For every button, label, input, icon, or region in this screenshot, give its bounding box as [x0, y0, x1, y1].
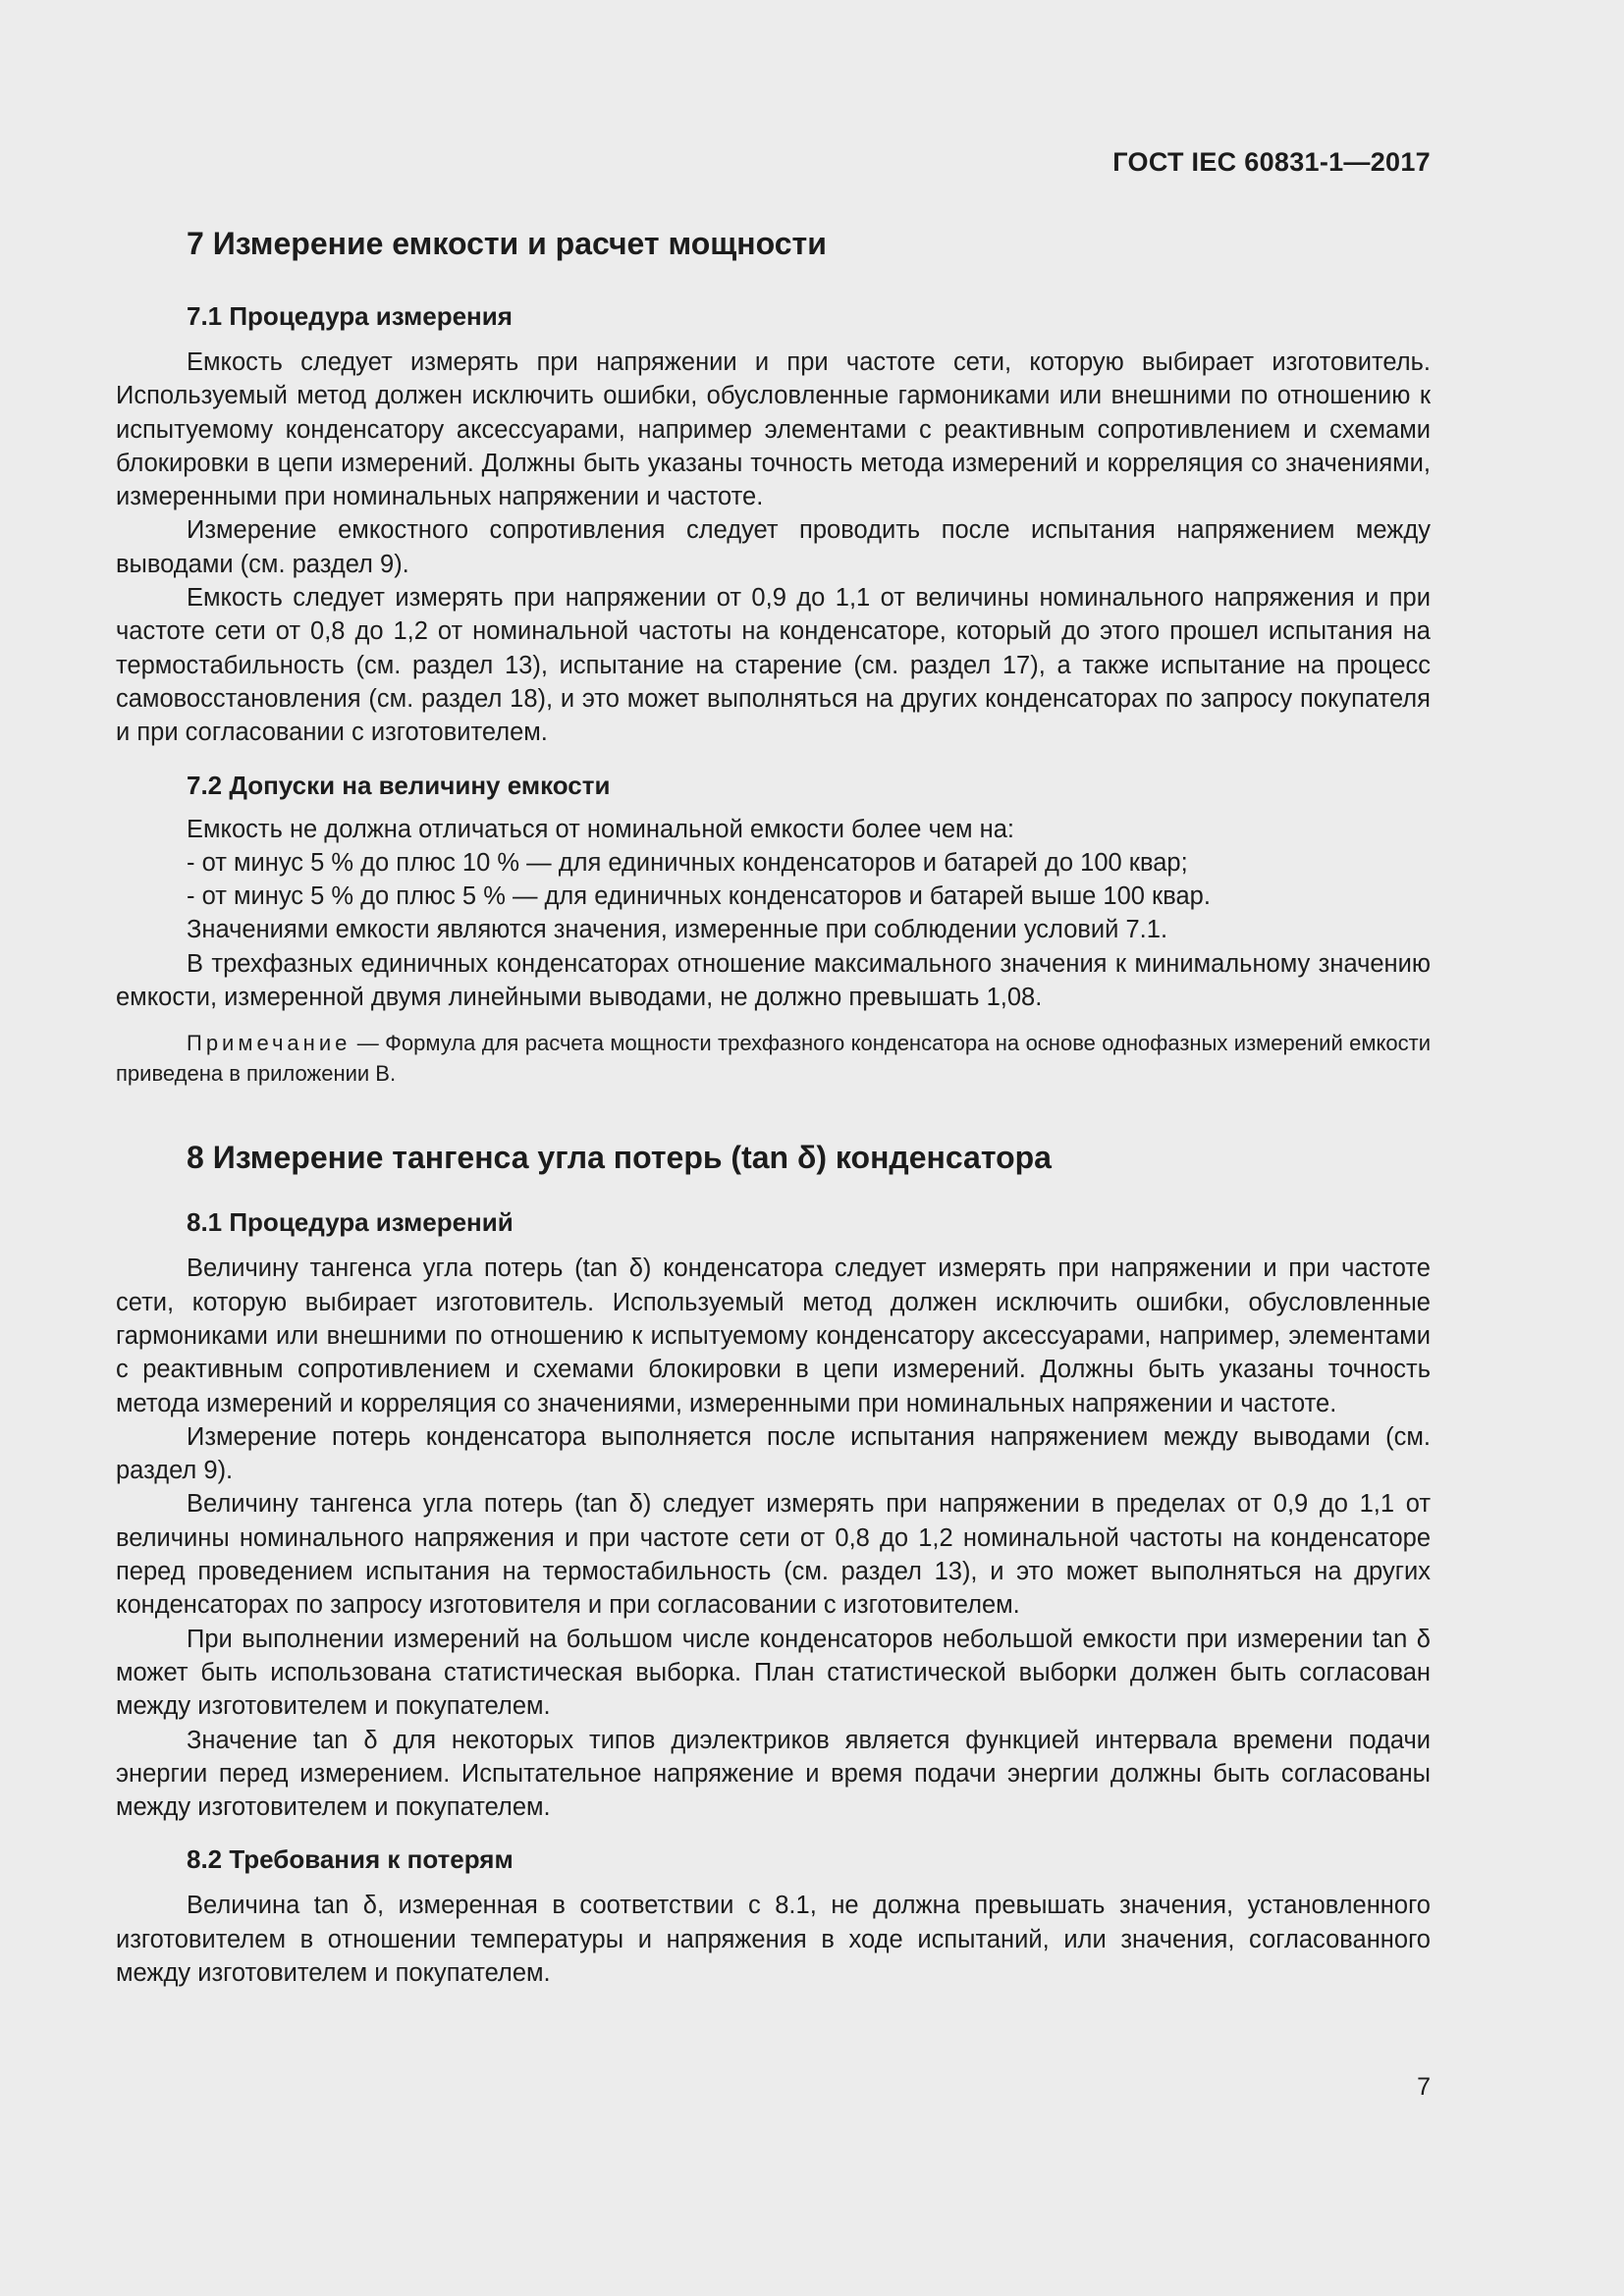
tolerance-item: - от минус 5 % до плюс 5 % — для единичных конденсаторов и батарей выше 100 квар. — [187, 882, 1211, 911]
paragraph: Значениями емкости являются значения, измеренные при соблюдении условий 7.1. — [187, 916, 1168, 944]
page-number: 7 — [1417, 2073, 1431, 2101]
section-7-title: 7 Измерение емкости и расчет мощности — [187, 226, 827, 261]
note — [116, 1028, 1431, 1089]
paragraph: Величина tan δ, измеренная в соответствии с 8.1, не должна превышать значения, установленного изготовителем в отношении температуры и напряжения в ходе испытаний, или значения, согласованного между изготовителем и покупателем. — [116, 1892, 1431, 1987]
subsection-7-1-title: 7.1 Процедура измерения — [187, 301, 513, 331]
subsection-7-2-title: 7.2 Допуски на величину емкости — [187, 770, 611, 800]
paragraph: Емкость следует измерять при напряжении и при частоте сети, которую выбирает изготовитель. Используемый метод должен исключить ошибки, обусловленные гармониками или внешними по отношению к испытуемому конденсатору аксессуарами, например элементами с реактивным сопротивлением и схемами блокировки в цепи измерений. Должны быть указаны точность метода измерений и корреляция со значениями, измеренными при номинальных напряжении и частоте. — [116, 348, 1431, 511]
section-8-title: 8 Измерение тангенса угла потерь (tan δ) конденсатора — [187, 1140, 1052, 1176]
subsection-7-2-body — [116, 813, 1431, 1090]
tolerance-intro: Емкость не должна отличаться от номинальной емкости более чем на: — [187, 815, 1015, 843]
paragraph: В трехфазных единичных конденсаторах отношение максимального значения к минимальному значению емкости, измеренной двумя линейными выводами, не должно превышать 1,08. — [116, 949, 1431, 1012]
paragraph: Величину тангенса угла потерь (tan δ) следует измерять при напряжении в пределах от 0,9 до 1,1 от величины номинального напряжения и при частоте сети от 0,8 до 1,2 номинальной частоты на конденсаторе перед проведением испытания на термостабильность (см. раздел 13), и это может выполняться на других конденсаторах по запросу изготовителя и при согласовании с изготовителем. — [116, 1490, 1431, 1620]
paragraph: Измерение потерь конденсатора выполняется после испытания напряжением между выводами (см. раздел 9). — [116, 1422, 1431, 1485]
paragraph: Емкость следует измерять при напряжении от 0,9 до 1,1 от величины номинального напряжения и при частоте сети от 0,8 до 1,2 от номинальной частоты на конденсаторе, который до этого прошел испытания на термостабильность (см. раздел 13), испытание на старение (см. раздел 17), а также испытание на процесс самовосстановления (см. раздел 18), и это может выполняться на других конденсаторах по запросу покупателя и при согласовании с изготовителем. — [116, 584, 1431, 747]
paragraph: Величину тангенса угла потерь (tan δ) конденсатора следует измерять при напряжении и при частоте сети, которую выбирает изготовитель. Используемый метод должен исключить ошибки, обусловленные гармониками или внешними по отношению к испытуемому конденсатору аксессуарами, например, элементами с реактивным сопротивлением и схемами блокировки в цепи измерений. Должны быть указаны точность метода измерений и корреляция со значениями, измеренными при номинальных напряжении и частоте. — [116, 1255, 1431, 1417]
paragraph: При выполнении измерений на большом числе конденсаторов небольшой емкости при измерении tan δ может быть использована статистическая выборка. План статистической выборки должен быть согласован между изготовителем и покупателем. — [116, 1625, 1431, 1721]
document-page — [116, 0, 1431, 2296]
subsection-8-1-title: 8.1 Процедура измерений — [187, 1207, 514, 1238]
tolerance-item: - от минус 5 % до плюс 10 % — для единичных конденсаторов и батарей до 100 квар; — [187, 848, 1188, 877]
document-content — [116, 222, 1431, 1990]
subsection-8-1-body — [116, 1252, 1431, 1824]
paragraph: Измерение емкостного сопротивления следует проводить после испытания напряжением между выводами (см. раздел 9). — [116, 516, 1431, 578]
note-label: Примечание — [187, 1031, 352, 1056]
paragraph: Значение tan δ для некоторых типов диэлектриков является функцией интервала времени подачи энергии перед измерением. Испытательное напряжение и время подачи энергии должны быть согласованы между изготовителем и покупателем. — [116, 1726, 1431, 1822]
subsection-7-1-body — [116, 346, 1431, 750]
subsection-8-2-title: 8.2 Требования к потерям — [187, 1844, 514, 1875]
note-text: — Формула для расчета мощности трехфазного конденсатора на основе однофазных измерений емкости приведена в приложении В. — [116, 1031, 1431, 1087]
subsection-8-2-body — [116, 1889, 1431, 1990]
standard-code-header: ГОСТ IEC 60831-1—2017 — [1112, 147, 1431, 177]
